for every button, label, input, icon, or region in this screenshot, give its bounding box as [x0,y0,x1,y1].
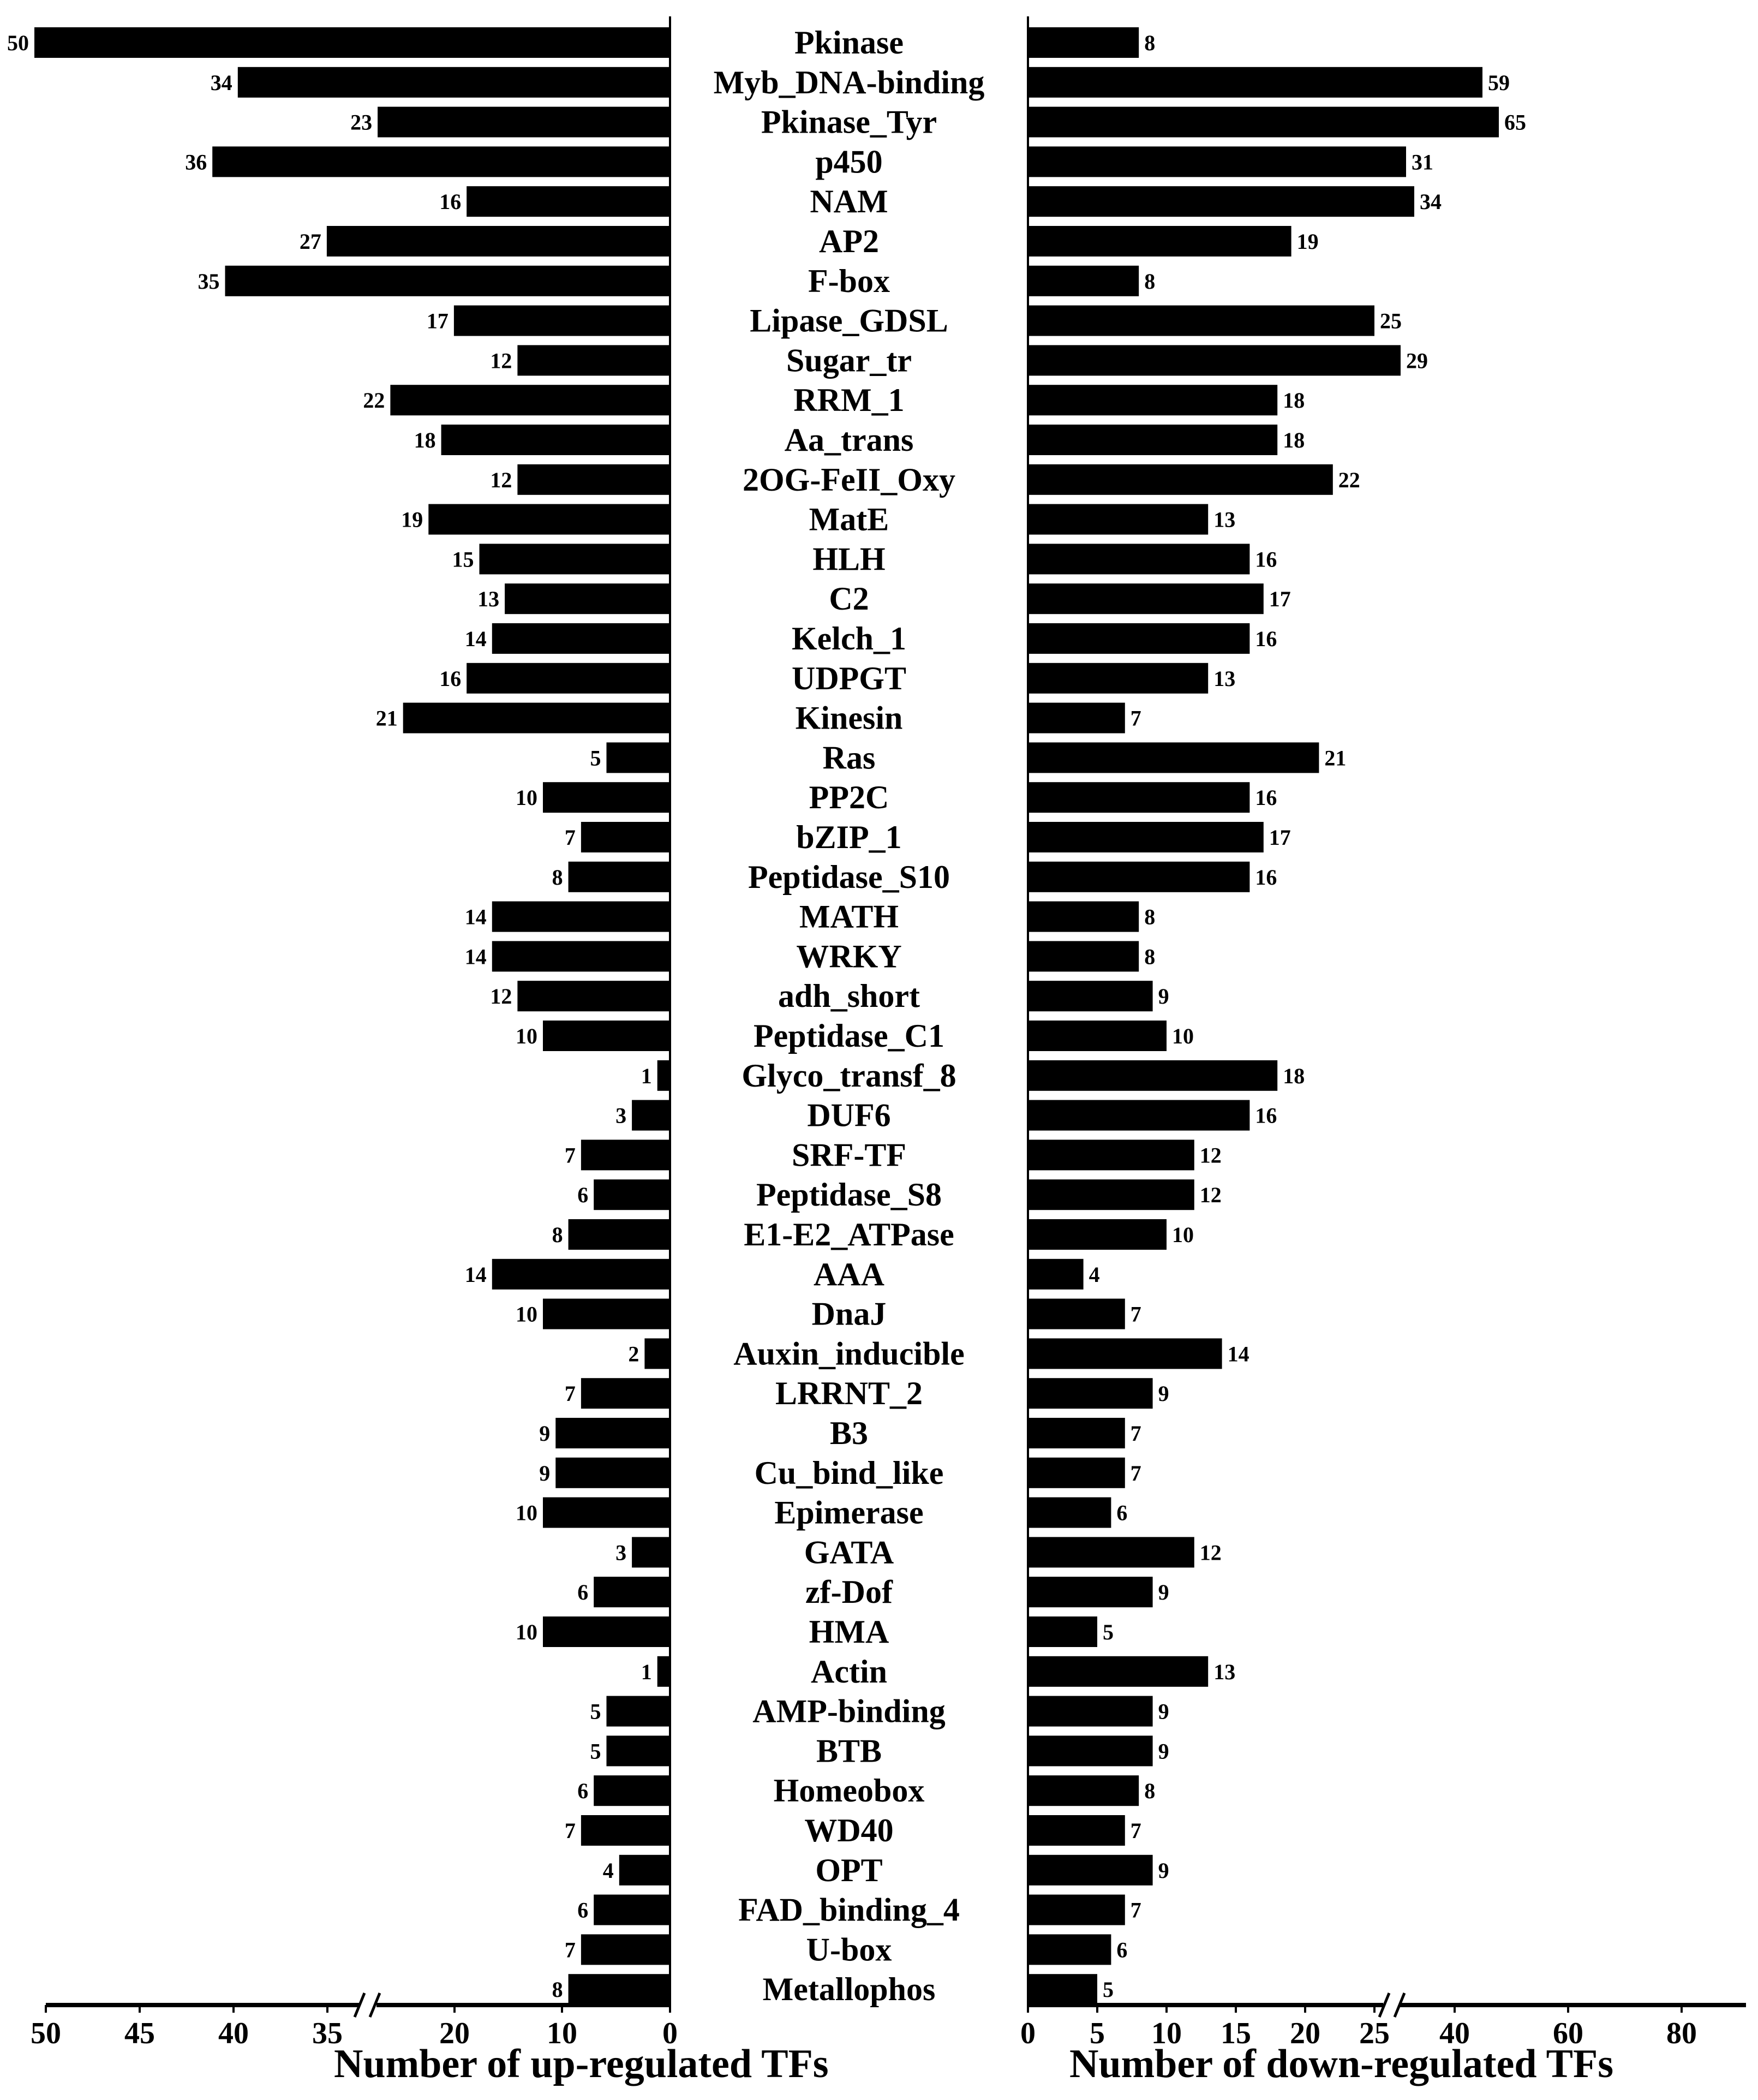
up-bar-37 [543,1498,670,1528]
up-bar-13 [480,544,671,574]
down-bar-12 [1028,504,1208,535]
up-bar-38 [632,1537,670,1567]
down-bar-37 [1028,1498,1111,1528]
category-label-21: Peptidase_S10 [748,858,950,895]
up-bar-17 [403,703,670,733]
down-value-label-2: 65 [1504,110,1526,135]
category-label-27: DUF6 [807,1097,891,1133]
up-value-label-2: 23 [350,110,373,135]
down-value-label-31: 4 [1089,1262,1100,1287]
up-value-label-44: 6 [577,1779,589,1804]
up-bar-49 [569,1974,670,2004]
right-tick-label-6: 40 [1439,2017,1470,2050]
down-value-label-5: 19 [1296,229,1319,254]
category-label-41: Actin [811,1653,887,1690]
category-label-1: Myb_DNA-binding [713,64,985,100]
right-tick-label-0: 0 [1020,2017,1036,2050]
category-labels [714,25,985,2007]
down-bar-28 [1028,1140,1194,1170]
down-bar-2 [1028,107,1499,138]
down-bar-29 [1028,1179,1194,1210]
category-label-48: U-box [806,1931,892,1968]
down-value-label-6: 8 [1144,269,1156,294]
up-bar-6 [225,266,671,296]
up-bar-47 [594,1895,670,1925]
up-value-label-24: 12 [490,984,512,1009]
up-bar-10 [441,425,670,455]
left-tick-label-1: 45 [124,2017,155,2050]
down-bar-26 [1028,1060,1277,1091]
up-bar-31 [492,1259,670,1290]
category-label-40: HMA [809,1614,889,1650]
down-bar-24 [1028,981,1153,1011]
down-value-label-43: 9 [1158,1739,1169,1764]
category-label-30: E1-E2_ATPase [744,1216,954,1252]
category-label-19: PP2C [809,779,889,816]
up-value-label-31: 14 [464,1262,487,1287]
up-value-label-40: 10 [516,1620,537,1644]
up-value-label-47: 6 [577,1898,589,1923]
up-value-label-6: 35 [198,269,220,294]
up-bar-27 [632,1100,670,1131]
category-label-44: Homeobox [773,1773,925,1809]
down-value-label-25: 10 [1172,1024,1194,1048]
down-bar-16 [1028,663,1208,694]
up-value-label-27: 3 [615,1103,627,1128]
down-bar-27 [1028,1100,1249,1131]
right-axis-break-mark [1379,1993,1404,2017]
down-bar-39 [1028,1577,1153,1607]
down-value-label-24: 9 [1158,984,1169,1009]
category-label-22: MATH [799,898,899,935]
up-bar-20 [581,822,670,852]
up-value-label-14: 13 [477,587,500,612]
up-value-label-20: 7 [564,825,576,850]
left-tick-label-2: 40 [218,2017,249,2050]
down-value-label-27: 16 [1255,1103,1277,1128]
up-bar-42 [607,1696,671,1727]
down-bar-4 [1028,186,1414,217]
up-bar-26 [657,1060,670,1091]
category-label-47: FAD_binding_4 [738,1892,960,1928]
down-bar-8 [1028,345,1401,375]
up-value-label-35: 9 [539,1421,551,1446]
up-bar-19 [543,782,670,813]
up-value-label-15: 14 [464,627,487,651]
up-value-label-32: 10 [516,1302,537,1327]
down-value-label-16: 13 [1213,666,1236,691]
up-value-label-41: 1 [641,1659,652,1684]
down-bar-36 [1028,1458,1125,1488]
down-value-label-23: 8 [1144,944,1156,969]
down-bar-10 [1028,425,1277,455]
down-value-label-29: 12 [1199,1183,1222,1208]
down-value-label-0: 8 [1144,31,1156,55]
down-value-label-42: 9 [1158,1699,1169,1724]
up-value-label-7: 17 [426,308,449,333]
down-bar-45 [1028,1815,1125,1846]
up-bar-40 [543,1616,670,1647]
down-bar-1 [1028,67,1482,98]
down-bar-13 [1028,544,1249,574]
right-tick-label-8: 80 [1666,2017,1697,2050]
up-bar-45 [581,1815,670,1846]
right-tick-label-7: 60 [1553,2017,1583,2050]
down-value-label-11: 22 [1338,467,1360,492]
left-tick-label-4: 20 [439,2017,470,2050]
down-value-label-37: 6 [1116,1500,1128,1525]
up-bar-1 [238,67,670,98]
category-label-12: MatE [809,501,889,538]
up-value-label-16: 16 [439,666,462,691]
down-value-label-14: 17 [1269,587,1291,612]
down-bar-5 [1028,226,1291,256]
category-label-3: p450 [815,144,883,180]
down-value-label-33: 14 [1227,1341,1249,1367]
right-tick-label-3: 15 [1221,2017,1251,2050]
up-bar-39 [594,1577,670,1607]
up-value-label-42: 5 [590,1699,601,1724]
down-bar-35 [1028,1418,1125,1448]
up-bar-7 [454,306,670,336]
down-value-label-1: 59 [1488,70,1510,95]
up-bar-35 [555,1418,670,1448]
up-value-label-10: 18 [414,428,436,452]
down-value-label-10: 18 [1283,428,1305,452]
down-regulated-bars [1028,27,1526,2004]
up-value-label-11: 12 [490,467,512,492]
down-bar-19 [1028,782,1249,813]
category-label-24: adh_short [778,978,920,1015]
down-bar-11 [1028,464,1333,495]
up-bar-8 [517,345,670,375]
down-value-label-3: 31 [1412,150,1433,175]
down-value-label-26: 18 [1283,1063,1305,1088]
up-bar-36 [555,1458,670,1488]
up-bar-12 [428,504,670,535]
category-label-18: Ras [822,739,876,776]
category-label-31: AAA [814,1256,884,1292]
right-tick-label-1: 5 [1090,2017,1105,2050]
down-bar-9 [1028,385,1277,415]
category-label-45: WD40 [804,1812,894,1848]
category-label-23: WRKY [796,938,902,975]
left-axis-title: Number of up-regulated TFs [334,2042,829,2086]
up-bar-0 [34,27,670,58]
category-label-26: Glyco_transf_8 [742,1057,956,1094]
category-label-28: SRF-TF [792,1137,906,1173]
up-bar-28 [581,1140,670,1170]
category-label-8: Sugar_tr [786,342,912,379]
up-bar-48 [581,1934,670,1965]
category-label-0: Pkinase [794,25,904,61]
down-bar-42 [1028,1696,1153,1727]
down-value-label-13: 16 [1255,547,1277,572]
down-bar-15 [1028,623,1249,654]
up-value-label-25: 10 [516,1024,537,1048]
down-bar-18 [1028,742,1319,773]
down-value-label-44: 8 [1144,1779,1156,1804]
category-label-35: B3 [829,1415,869,1451]
down-value-label-8: 29 [1406,348,1428,373]
up-value-label-23: 14 [464,944,487,969]
category-label-39: zf-Dof [805,1574,893,1610]
up-value-label-30: 8 [552,1222,563,1247]
down-bar-3 [1028,146,1406,177]
down-value-label-4: 34 [1420,189,1442,214]
up-bar-25 [543,1021,670,1051]
category-label-7: Lipase_GDSL [750,302,948,339]
up-bar-11 [517,464,670,495]
up-value-label-8: 12 [490,348,512,373]
up-value-label-19: 10 [516,785,537,810]
up-bar-24 [517,981,670,1011]
category-label-5: AP2 [819,223,879,259]
down-bar-40 [1028,1616,1097,1647]
down-bar-44 [1028,1775,1139,1806]
up-value-label-33: 2 [628,1341,639,1367]
down-bar-43 [1028,1735,1153,1766]
up-bar-21 [569,862,670,892]
up-bar-29 [594,1179,670,1210]
down-value-label-32: 7 [1130,1302,1141,1327]
category-label-46: OPT [815,1852,883,1888]
down-bar-14 [1028,583,1264,614]
category-label-6: F-box [808,262,890,299]
up-value-label-46: 4 [602,1858,614,1883]
category-label-4: NAM [810,183,888,220]
down-value-label-47: 7 [1130,1898,1141,1923]
down-value-label-36: 7 [1130,1460,1141,1485]
down-bar-21 [1028,862,1249,892]
category-label-42: AMP-binding [752,1693,946,1729]
up-bar-4 [467,186,670,217]
up-value-label-43: 5 [590,1739,601,1764]
up-regulated-bars [7,27,670,2004]
down-value-label-49: 5 [1103,1977,1114,2002]
up-bar-44 [594,1775,670,1806]
up-bar-43 [607,1735,671,1766]
category-label-9: RRM_1 [793,382,905,419]
up-value-label-18: 5 [590,745,601,771]
up-value-label-45: 7 [564,1818,576,1843]
up-value-label-22: 14 [464,904,487,929]
up-value-label-1: 34 [210,70,232,95]
up-value-label-37: 10 [516,1500,537,1525]
up-bar-30 [569,1219,670,1250]
up-value-label-13: 15 [452,547,474,572]
right-tick-label-4: 20 [1290,2017,1320,2050]
left-tick-label-3: 35 [312,2017,343,2050]
category-label-17: Kinesin [795,700,903,736]
down-bar-41 [1028,1656,1208,1687]
up-bar-32 [543,1299,670,1329]
down-value-label-20: 17 [1269,825,1291,850]
up-bar-33 [644,1338,670,1369]
down-value-label-18: 21 [1324,745,1347,771]
category-label-33: Auxin_inducible [733,1335,965,1372]
left-axis-break-mark [355,1993,380,2017]
down-value-label-45: 7 [1130,1818,1141,1843]
right-tick-label-5: 25 [1359,2017,1390,2050]
up-bar-34 [581,1378,670,1409]
down-value-label-9: 18 [1283,388,1305,413]
up-bar-46 [619,1855,670,1886]
down-bar-33 [1028,1338,1222,1369]
down-value-label-38: 12 [1199,1540,1222,1565]
left-tick-label-5: 10 [547,2017,577,2050]
down-value-label-40: 5 [1103,1620,1114,1644]
down-value-label-48: 6 [1116,1937,1128,1962]
down-bar-0 [1028,27,1139,58]
category-label-43: BTB [816,1733,882,1769]
category-label-38: GATA [804,1534,894,1571]
category-label-34: LRRNT_2 [775,1375,923,1412]
down-value-label-34: 9 [1158,1381,1169,1406]
category-label-29: Peptidase_S8 [756,1177,942,1213]
down-bar-23 [1028,941,1139,971]
down-bar-25 [1028,1021,1167,1051]
down-bar-7 [1028,306,1374,336]
up-value-label-3: 36 [185,150,207,175]
up-bar-18 [607,742,671,773]
up-value-label-21: 8 [552,864,563,890]
up-bar-5 [327,226,670,256]
up-bar-15 [492,623,670,654]
up-value-label-0: 50 [7,31,29,55]
up-value-label-17: 21 [375,706,398,731]
down-value-label-39: 9 [1158,1580,1169,1605]
category-label-15: Kelch_1 [792,621,906,657]
up-value-label-38: 3 [615,1540,627,1565]
up-bar-22 [492,902,670,932]
down-value-label-15: 16 [1255,627,1277,651]
left-tick-label-6: 0 [662,2017,678,2050]
category-label-20: bZIP_1 [796,819,902,855]
up-value-label-49: 8 [552,1977,563,2002]
category-label-25: Peptidase_C1 [754,1018,944,1054]
down-value-label-28: 12 [1199,1143,1222,1168]
category-label-11: 2OG-FeII_Oxy [743,461,955,498]
up-value-label-4: 16 [439,189,462,214]
down-value-label-22: 8 [1144,904,1156,929]
up-bar-14 [505,583,670,614]
up-bar-2 [378,107,670,138]
up-value-label-34: 7 [564,1381,576,1406]
down-value-label-35: 7 [1130,1421,1141,1446]
up-value-label-9: 22 [363,388,385,413]
up-bar-3 [212,146,670,177]
category-label-14: C2 [829,581,869,617]
up-bar-41 [657,1656,670,1687]
up-value-label-5: 27 [299,229,321,254]
category-label-49: Metallophos [762,1971,936,2008]
right-tick-label-2: 10 [1151,2017,1182,2050]
down-bar-38 [1028,1537,1194,1567]
up-bar-16 [467,663,670,694]
category-label-13: HLH [812,541,886,577]
down-value-label-12: 13 [1213,507,1236,532]
down-bar-30 [1028,1219,1167,1250]
up-value-label-12: 19 [401,507,423,532]
category-label-32: DnaJ [811,1296,887,1332]
down-value-label-17: 7 [1130,706,1141,731]
down-bar-34 [1028,1378,1153,1409]
up-value-label-26: 1 [641,1063,652,1088]
category-label-36: Cu_bind_like [754,1454,944,1491]
down-value-label-46: 9 [1158,1858,1169,1883]
up-value-label-28: 7 [564,1143,576,1168]
down-bar-32 [1028,1299,1125,1329]
down-bar-47 [1028,1895,1125,1925]
down-bar-6 [1028,266,1139,296]
down-bar-22 [1028,902,1139,932]
left-tick-label-0: 50 [31,2017,61,2050]
category-label-2: Pkinase_Tyr [761,104,937,140]
down-value-label-41: 13 [1213,1659,1236,1684]
up-bar-23 [492,941,670,971]
down-value-label-30: 10 [1172,1222,1194,1247]
up-value-label-39: 6 [577,1580,589,1605]
down-bar-17 [1028,703,1125,733]
down-bar-46 [1028,1855,1153,1886]
category-label-10: Aa_trans [784,422,914,458]
down-bar-48 [1028,1934,1111,1965]
down-bar-31 [1028,1259,1084,1290]
down-value-label-19: 16 [1255,785,1277,810]
up-value-label-29: 6 [577,1183,589,1208]
up-bar-9 [390,385,670,415]
down-bar-20 [1028,822,1264,852]
right-axis-title: Number of down-regulated TFs [1069,2042,1614,2086]
category-label-16: UDPGT [792,660,906,696]
down-value-label-7: 25 [1380,308,1402,333]
category-label-37: Epimerase [774,1494,924,1531]
down-bar-49 [1028,1974,1097,2004]
up-value-label-48: 7 [564,1937,576,1962]
up-value-label-36: 9 [539,1460,551,1485]
down-value-label-21: 16 [1255,864,1277,890]
